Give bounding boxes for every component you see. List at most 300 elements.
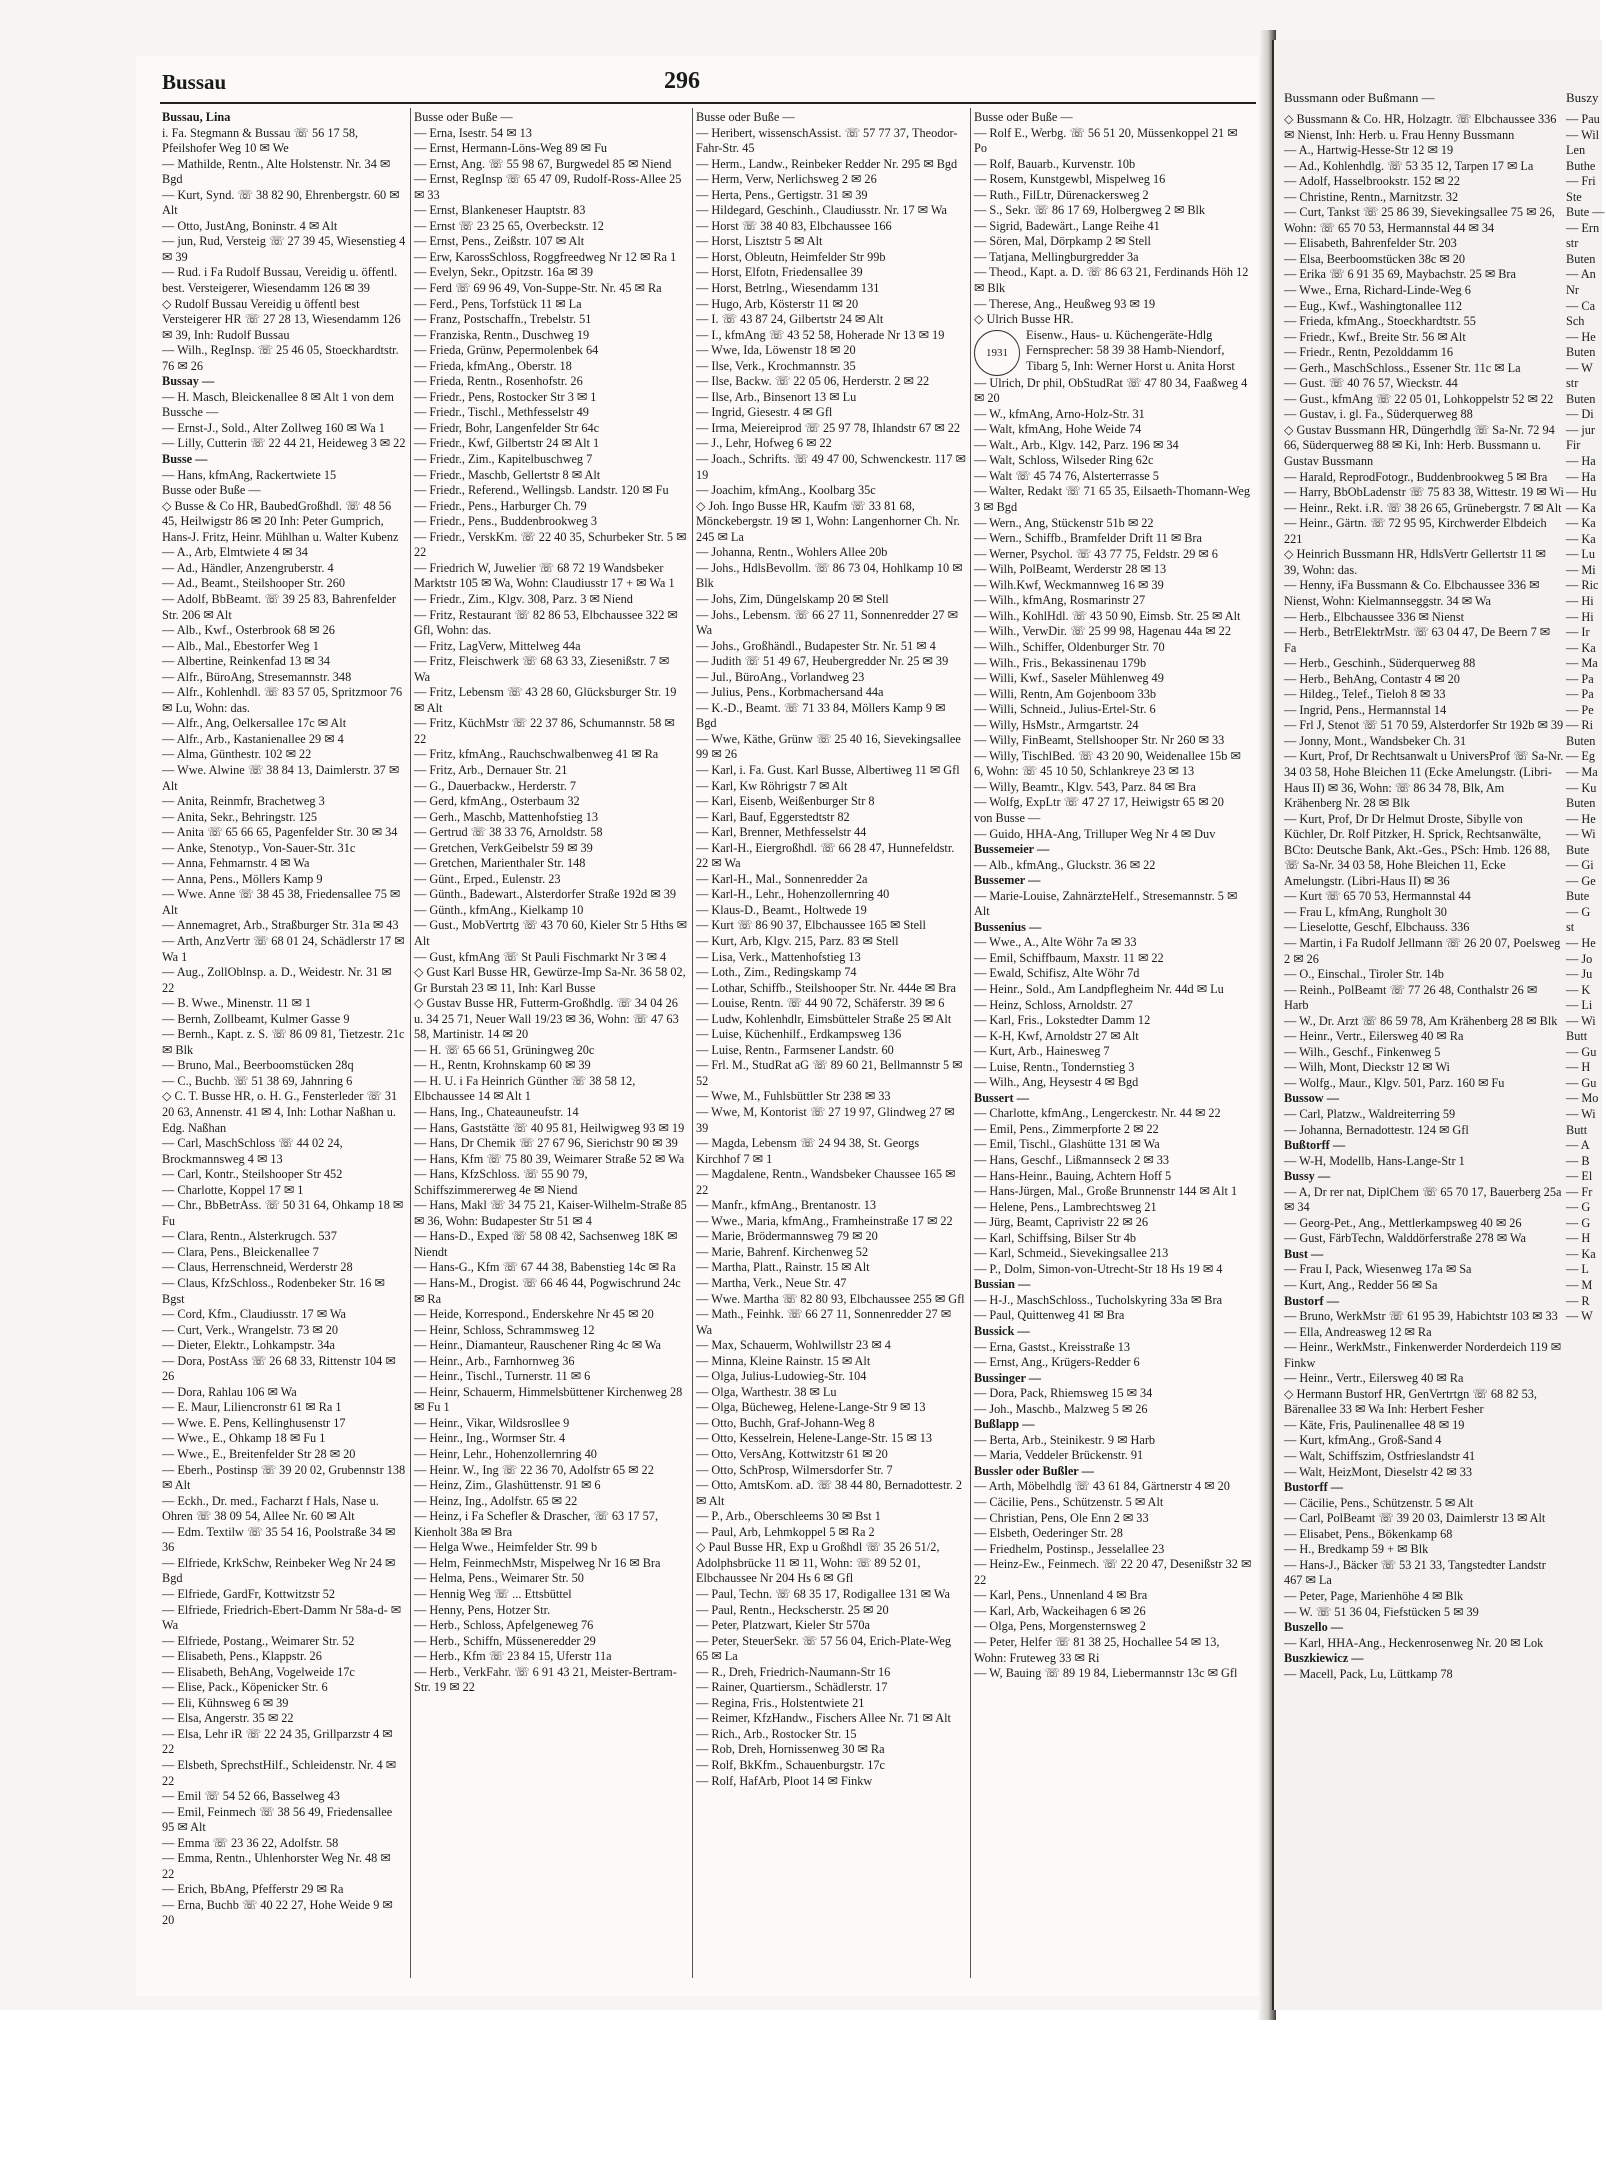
directory-entry: — Hans-G., Kfm ☏ 67 44 38, Babenstieg 14c ✉ Ra: [414, 1260, 676, 1275]
directory-entry: — Elisabeth, Pens., Klappstr. 26: [162, 1649, 322, 1664]
directory-entry: — Paul, Rentn., Heckscherstr. 25 ✉ 20: [696, 1602, 889, 1617]
directory-entry: — Heinr., Arb., Farnhornweg 36: [414, 1353, 575, 1368]
directory-entry: — Mo: [1566, 1091, 1599, 1106]
directory-entry: — Therese, Ang., Heußweg 93 ✉ 19: [974, 296, 1156, 311]
column-divider: [970, 108, 971, 1978]
directory-entry: — Hans-Jürgen, Mal., Große Brunnenstr 144 ✉ Alt 1: [974, 1184, 1238, 1199]
directory-entry: — R: [1566, 1293, 1590, 1308]
directory-entry: — Loth., Zim., Redingskamp 74: [696, 965, 857, 980]
directory-entry: — Wwe. Anne ☏ 38 45 38, Friedensallee 75 ✉ Alt: [162, 887, 401, 917]
directory-entry: — Anna, Fehmarnstr. 4 ✉ Wa: [162, 856, 310, 871]
directory-entry: — Friedr., Pens., Harburger Ch. 79: [414, 498, 587, 513]
directory-entry: — Pe: [1566, 702, 1594, 717]
directory-entry: — Tatjana, Mellingburgredder 3a: [974, 249, 1139, 264]
directory-entry: — Heide, Korrespond., Enderskehre Nr 45 ✉ 20: [414, 1307, 654, 1322]
directory-entry: — P., Dolm, Simon-von-Utrecht-Str 18 Hs 19 ✉ 4: [974, 1261, 1223, 1276]
directory-entry: — Ma: [1566, 764, 1598, 779]
directory-entry: Buthe: [1566, 158, 1596, 173]
directory-entry: — Chr., BbBetrAss. ☏ 50 31 64, Ohkamp 18 ✉ Fu: [162, 1198, 404, 1228]
directory-entry: — Hi: [1566, 609, 1594, 624]
directory-entry: Buten: [1566, 796, 1596, 811]
directory-entry: — Erna, Isestr. 54 ✉ 13: [414, 125, 532, 140]
directory-entry: — Herb., BehAng, Contastr 4 ✉ 20: [1284, 671, 1460, 686]
directory-entry: — Wilh., KohlHdl. ☏ 43 50 90, Eimsb. Str. 25 ✉ Alt: [974, 608, 1241, 623]
directory-entry: — Minna, Kleine Rainstr. 15 ✉ Alt: [696, 1353, 871, 1368]
directory-entry: — Hi: [1566, 593, 1594, 608]
directory-entry: — Anita, Sekr., Behringstr. 125: [162, 809, 318, 824]
directory-entry: — Carl, Platzw., Waldreiterring 59: [1284, 1107, 1456, 1121]
directory-entry: — Clara, Pens., Bleickenallee 7: [162, 1244, 319, 1259]
right-page-header: Bussmann oder Bußmann —: [1284, 90, 1435, 105]
directory-entry: — Günth., Badewart., Alsterdorfer Straße 192d ✉ 39: [414, 887, 676, 902]
column-divider: [410, 108, 411, 1978]
directory-entry: — Fritz, Restaurant ☏ 82 86 53, Elbchaussee 322 ✉ Gfl, Wohn: das.: [414, 607, 678, 638]
directory-entry: — Magda, Lebensm ☏ 24 94 38, St. Georgs Kirchhof 7 ✉ 1: [696, 1136, 920, 1166]
directory-entry: — Friedrich W, Juwelier ☏ 68 72 19 Wandsbeker Marktstr 105 ✉ Wa, Wohn: Claudiusstr 17 + ✉ Wa 1: [414, 560, 675, 591]
directory-entry: ◇ Gustav Bussmann HR, Düngerhdlg ☏ Sa-Nr. 72 94 66, Süderquerweg 88 ✉ Ki, Inh: Herb. Bussmann u. Gustav Bussmann: [1284, 422, 1555, 469]
directory-entry: — Karl, Fris., Lokstedter Damm 12: [974, 1013, 1151, 1028]
directory-entry: — Adolf, BbBeamt. ☏ 39 25 83, Bahrenfelder Str. 206 ✉ Alt: [162, 591, 396, 622]
directory-entry: von Busse —: [974, 810, 1041, 825]
directory-entry: — Franz, Postschaffn., Trebelstr. 51: [414, 312, 592, 327]
directory-entry: — Rosem, Kunstgewbl, Mispelweg 16: [974, 172, 1166, 187]
directory-entry: — Fritz, KüchMstr ☏ 22 37 86, Schumannstr. 58 ✉ 22: [414, 716, 675, 746]
directory-entry: — Otto, Kesselrein, Helene-Lange-Str. 15 ✉ 13: [696, 1431, 933, 1446]
directory-entry: — Friedr., Kwf, Gilbertstr 24 ✉ Alt 1: [414, 436, 600, 451]
directory-entry: — Eberh., Postinsp ☏ 39 20 02, Grubennstr 138 ✉ Alt: [162, 1462, 406, 1493]
directory-entry: — Frieda, kfmAng., Stoeckhardtstr. 55: [1284, 314, 1476, 329]
directory-entry: — Alfr., Kohlenhdl. ☏ 83 57 05, Spritzmoor 76 ✉ Lu, Wohn: das.: [162, 685, 403, 715]
directory-entry: — Bernh, Zollbeamt, Kulmer Gasse 9: [162, 1011, 350, 1026]
directory-entry: — Elfriede, Postang., Weimarer Str. 52: [162, 1633, 355, 1648]
directory-entry: — Joachim, kfmAng., Koolbarg 35c: [696, 483, 876, 498]
directory-entry: — Hans, Geschf., Lißmannseck 2 ✉ 33: [974, 1153, 1170, 1167]
directory-entry: — Magdalene, Rentn., Wandsbeker Chaussee 165 ✉ 22: [696, 1167, 956, 1197]
directory-entry: — Otto, AmtsKom. aD. ☏ 38 44 80, Bernadottestr. 2 ✉ Alt: [696, 1478, 963, 1508]
directory-entry: — Elisabeth, Bahrenfelder Str. 203: [1284, 236, 1457, 251]
directory-entry: — Walt, HeizMont, Dieselstr 42 ✉ 33: [1284, 1464, 1473, 1479]
directory-entry: — Herta, Pens., Gertigstr. 31 ✉ 39: [696, 187, 868, 202]
directory-entry: — Gerh., Maschb, Mattenhofstieg 13: [414, 809, 599, 824]
directory-entry: — Wilh., VerwDir. ☏ 25 99 98, Hagenau 44a ✉ 22: [974, 624, 1231, 639]
directory-entry: — Wolfg., Maur., Klgv. 501, Parz. 160 ✉ Fu: [1284, 1075, 1505, 1090]
directory-entry: — Pau: [1566, 112, 1600, 126]
directory-entry: — Helma, Pens., Weimarer Str. 50: [414, 1571, 584, 1586]
directory-entry: — W., kfmAng, Arno-Holz-Str. 31: [974, 406, 1145, 421]
directory-entry: — Wern., Schiffb., Bramfelder Drift 11 ✉ Bra: [974, 531, 1202, 546]
directory-entry: — Dora, PostAss ☏ 26 68 33, Rittenstr 104 ✉ 26: [162, 1353, 396, 1384]
directory-entry: — Alfr., Arb., Kastanienallee 29 ✉ 4: [162, 731, 344, 746]
directory-entry: — Cord, Kfm., Claudiusstr. 17 ✉ Wa: [162, 1307, 346, 1322]
directory-entry: — Paul, Techn. ☏ 68 35 17, Rodigallee 131 ✉ Wa: [696, 1586, 950, 1601]
directory-entry: — Hans, Makl ☏ 34 75 21, Kaiser-Wilhelm-Straße 85 ✉ 36, Wohn: Budapester Str 51 ✉ 4: [414, 1198, 687, 1228]
directory-entry: — Di: [1566, 407, 1594, 422]
surname-heading: Buszkiewicz —: [1284, 1651, 1364, 1666]
directory-entry: — Rolf, HafArb, Ploot 14 ✉ Finkw: [696, 1773, 873, 1788]
directory-entry: — R., Dreh, Friedrich-Naumann-Str 16: [696, 1664, 891, 1679]
directory-entry: — Heinr., Sold., Am Landpflegheim Nr. 44d ✉ Lu: [974, 981, 1224, 996]
directory-entry: — Kurt, Prof, Dr Dr Helmut Droste, Sibylle von Küchler, Dr. Rolf Pitzker, H. Sprick, Rechtsanwälte, BCto: Deutsche Bank, Akt.-Ges., PSch: Hmb. 126 88, ☏ Sa-Nr. 34 03 58, Hohe Bleichen 11, Ecke Amelungstr. (Libri-Haus II) ✉ 36: [1284, 811, 1551, 888]
directory-entry: — jur: [1566, 422, 1596, 437]
directory-entry: — Heinr., WerkMstr., Finkenwerder Norderdeich 119 ✉ Finkw: [1284, 1340, 1562, 1370]
directory-entry: — Ingrid, Giesestr. 4 ✉ Gfl: [696, 405, 833, 420]
directory-entry: — Friedr., Pens, Rostocker Str 3 ✉ 1: [414, 389, 597, 404]
directory-entry: — Ad., Kohlenhdlg. ☏ 53 35 12, Tarpen 17 ✉ La: [1284, 158, 1534, 173]
directory-entry: — Ernst, RegInsp ☏ 65 47 09, Rudolf-Ross-Allee 25 ✉ 33: [414, 172, 682, 202]
directory-entry: — Joach., Schrifts. ☏ 49 47 00, Schwenckestr. 117 ✉ 19: [696, 452, 966, 482]
directory-entry: — Fritz, Arb., Dernauer Str. 21: [414, 762, 568, 777]
directory-entry: ◇ Hermann Bustorf HR, GenVertrtgn ☏ 68 82 53, Bärenallee 33 ✉ Wa Inh: Herbert Fesher: [1284, 1386, 1537, 1417]
directory-entry: — Hans-J., Bäcker ☏ 53 21 33, Tangstedter Landstr 467 ✉ La: [1284, 1557, 1546, 1588]
directory-entry: — Wwe, Käthe, Grünw ☏ 25 40 16, Sievekingsallee 99 ✉ 26: [696, 731, 961, 762]
directory-entry: — Hans, Gaststätte ☏ 40 95 81, Heilwigweg 93 ✉ 19: [414, 1120, 685, 1135]
surname-heading: Bust —: [1284, 1246, 1324, 1261]
surname-heading: Bussow —: [1284, 1091, 1340, 1106]
directory-entry: — Wolfg, ExpLtr ☏ 47 27 17, Heiwigstr 65 ✉ 20: [974, 795, 1224, 810]
directory-entry: — Heinr., Tischl., Turnerstr. 11 ✉ 6: [414, 1369, 591, 1384]
directory-entry: — Heinz-Ew., Feinmech. ☏ 22 20 47, Desenißstr 32 ✉ 22: [974, 1557, 1252, 1587]
directory-entry: — Wwe. Martha ☏ 82 80 93, Elbchaussee 255 ✉ Gfl: [696, 1291, 965, 1306]
directory-entry: — Ma: [1566, 656, 1598, 671]
directory-entry: — H. ☏ 65 66 51, Grüningweg 20c: [414, 1042, 595, 1057]
directory-entry: — Arth, AnzVertr ☏ 68 01 24, Schädlerstr 17 ✉ Wa 1: [162, 933, 405, 964]
directory-entry: — Alb., Mal., Ebestorfer Weg 1: [162, 638, 319, 653]
directory-entry: — Hans, kfmAng, Rackertwiete 15: [162, 467, 337, 482]
directory-entry: — Wi: [1566, 1013, 1596, 1028]
directory-entry: — Otto, SchProsp, Wilmersdorfer Str. 7: [696, 1462, 893, 1477]
header-rule: [160, 102, 1256, 104]
directory-entry: — Hans, Dr Chemik ☏ 27 67 96, Sierichstr 90 ✉ 39: [414, 1136, 678, 1151]
directory-entry: — H., Bredkamp 59 + ✉ Blk: [1284, 1542, 1429, 1557]
directory-entry: Butt: [1566, 1122, 1588, 1137]
directory-entry: — Li: [1566, 998, 1593, 1013]
surname-heading: Bussemer —: [974, 873, 1041, 888]
directory-entry: — Heinr, Schloss, Schrammsweg 12: [414, 1322, 595, 1337]
directory-entry: — Ju: [1566, 967, 1593, 982]
directory-entry: — K-H, Kwf, Arnoldstr 27 ✉ Alt: [974, 1028, 1139, 1043]
directory-entry: — W-H, Modellb, Hans-Lange-Str 1: [1284, 1153, 1465, 1168]
directory-entry: — Karl, Bauf, Eggerstedtstr 82: [696, 809, 850, 824]
directory-entry: — K: [1566, 982, 1591, 997]
directory-entry: — Rolf, BkKfm., Schauenburgstr. 17c: [696, 1757, 885, 1772]
surname-heading: Bußlapp —: [974, 1417, 1035, 1432]
directory-entry: — Käte, Fris, Paulinenallee 48 ✉ 19: [1284, 1417, 1465, 1432]
directory-entry: — Elise, Pack., Köpenicker Str. 6: [162, 1680, 328, 1695]
directory-entry: — H., Rentn, Krohnskamp 60 ✉ 39: [414, 1058, 591, 1073]
directory-entry: — Alb., Kwf., Osterbrook 68 ✉ 26: [162, 623, 335, 638]
directory-entry: — Ilse, Verk., Krochmannstr. 35: [696, 358, 856, 373]
directory-entry: — Friedr., Zim., Kapitelbuschweg 7: [414, 452, 593, 467]
directory-entry: — Elsa, Beerboomstücken 38c ✉ 20: [1284, 251, 1466, 266]
directory-entry: — Helm, FeinmechMstr, Mispelweg Nr 16 ✉ Bra: [414, 1555, 661, 1570]
directory-entry: ◇ Busse & Co HR, BaubedGroßhdl. ☏ 48 56 45, Heilwigstr 86 ✉ 20 Inh: Peter Gumprich, Hans-J. Fritz, Heinr. Mühlhan u. Walter Kubenz: [162, 498, 399, 544]
directory-entry: — Karl, Brenner, Methfesselstr 44: [696, 825, 867, 840]
directory-entry: — Otto, VersAng, Kottwitzstr 61 ✉ 20: [696, 1447, 888, 1462]
directory-entry: — Peter, Platzwart, Kieler Str 570a: [696, 1618, 871, 1633]
directory-entry: — Ric: [1566, 578, 1599, 593]
directory-entry: — Henny, iFa Bussmann & Co. Elbchaussee 336 ✉ Nienst, Wohn: Kielmannseggstr. 34 ✉ Wa: [1284, 578, 1540, 608]
directory-entry: — Wilh., Fris., Bekassinenau 179b: [974, 655, 1147, 670]
directory-entry: — jun, Rud, Versteig ☏ 27 39 45, Wiesenstieg 4 ✉ 39: [162, 234, 406, 264]
directory-entry: — Bruno, Mal., Beerboomstücken 28q: [162, 1058, 354, 1073]
surname-heading: Bussian —: [974, 1277, 1031, 1292]
directory-entry: — Ewald, Schifisz, Alte Wöhr 7d: [974, 966, 1140, 981]
directory-entry: — J., Lehr, Hofweg 6 ✉ 22: [696, 436, 832, 451]
directory-entry: — Heribert, wissenschAssist. ☏ 57 77 37, Theodor-Fahr-Str. 45: [696, 125, 958, 156]
directory-entry: — Ernst, Ang., Krügers-Redder 6: [974, 1355, 1140, 1370]
directory-entry: — Emil, Tischl., Glashütte 131 ✉ Wa: [974, 1137, 1160, 1152]
surname-heading: Bustorf —: [1284, 1293, 1339, 1308]
directory-entry: — Lu: [1566, 547, 1596, 562]
directory-entry: — Friedr, Bohr, Langenfelder Str 64c: [414, 420, 600, 435]
directory-entry: — Gust., kfmAng ☏ 22 05 01, Lohkoppelstr 52 ✉ 22: [1284, 391, 1554, 406]
directory-entry: — Luise, Rentn., Tondernstieg 3: [974, 1059, 1135, 1074]
directory-entry: — Wwe., E., Breitenfelder Str 28 ✉ 20: [162, 1447, 356, 1462]
directory-entry: — Guido, HHA-Ang, Trilluper Weg Nr 4 ✉ Duv: [974, 826, 1216, 841]
directory-entry: — Peter, Page, Marienhöhe 4 ✉ Blk: [1284, 1588, 1464, 1603]
directory-entry: — I. ☏ 43 87 24, Gilbertstr 24 ✉ Alt: [696, 312, 884, 327]
directory-entry: — Emma, Rentn., Uhlenhorster Weg Nr. 48 ✉ 22: [162, 1851, 391, 1881]
directory-entry: — Herb., Kfm ☏ 23 84 15, Uferstr 11a: [414, 1649, 612, 1664]
directory-entry: — Hennig Weg ☏ ... Ettsbüttel: [414, 1586, 572, 1601]
directory-entry: — Helene, Pens., Lambrechtsweg 21: [974, 1199, 1157, 1214]
directory-entry: — Heinr., Vikar, Wildsrosllee 9: [414, 1415, 570, 1430]
directory-entry: — Edm. Textilw ☏ 35 54 16, Poolstraße 34 ✉ 36: [162, 1524, 396, 1555]
directory-entry: — Ka: [1566, 1246, 1596, 1261]
directory-entry: — Emil, Pens., Zimmerpforte 2 ✉ 22: [974, 1121, 1159, 1136]
directory-entry: — Friedr., Maschb, Gellertstr 8 ✉ Alt: [414, 467, 601, 482]
directory-entry: — Otto, JustAng, Boninstr. 4 ✉ Alt: [162, 218, 338, 233]
directory-entry: — Ern: [1566, 220, 1600, 235]
directory-entry: — Johanna, Rentn., Wohlers Allee 20b: [696, 545, 888, 560]
directory-entry: — Karl, Pens., Unnenland 4 ✉ Bra: [974, 1588, 1148, 1603]
directory-entry: — Hans, Kfm ☏ 75 80 39, Weimarer Straße 52 ✉ Wa: [414, 1151, 685, 1166]
directory-entry: — Ad., Händler, Anzengruberstr. 4: [162, 560, 334, 575]
directory-entry: — He: [1566, 935, 1596, 950]
directory-entry: — Jonny, Mont., Wandsbeker Ch. 31: [1284, 733, 1467, 748]
directory-entry: — A: [1566, 1138, 1590, 1153]
directory-entry: — Elfriede, KrkSchw, Reinbeker Weg Nr 24 ✉ Bgd: [162, 1555, 396, 1586]
directory-entry: — Charlotte, Koppel 17 ✉ 1: [162, 1182, 304, 1197]
directory-entry: — Ferd., Pens, Torfstück 11 ✉ La: [414, 296, 582, 311]
directory-entry: — Ad., Beamt., Steilshooper Str. 260: [162, 576, 346, 591]
directory-entry: — Anna, Pens., Möllers Kamp 9: [162, 871, 323, 886]
directory-entry: — Julius, Pens., Korbmachersand 44a: [696, 685, 884, 700]
directory-entry: — Wilh., Schiffer, Oldenburger Str. 70: [974, 639, 1165, 654]
directory-entry: — Erw, KarossSchloss, Roggfreedweg Nr 12 ✉ Ra 1: [414, 249, 677, 264]
directory-entry: — Karl, i. Fa. Gust. Karl Busse, Albertiweg 11 ✉ Gfl: [696, 762, 960, 777]
directory-entry: — Curt, Verk., Wrangelstr. 73 ✉ 20: [162, 1322, 339, 1337]
right-page-header-2: Buszy: [1566, 90, 1599, 105]
directory-entry: — H. Masch, Bleickenallee 8 ✉ Alt 1 von dem Bussche —: [162, 389, 394, 420]
directory-entry: — Olga, Pens, Morgensternsweg 2: [974, 1619, 1146, 1634]
directory-entry: — Emil ☏ 54 52 66, Basselweg 43: [162, 1789, 340, 1804]
directory-entry: — Wern., Ang, Stückenstr 51b ✉ 22: [974, 515, 1154, 530]
directory-entry: — Kurt, Arb., Hainesweg 7: [974, 1044, 1110, 1059]
directory-entry: — Ca: [1566, 298, 1596, 313]
directory-entry: — Hans, Ing., Chateauneufstr. 14: [414, 1105, 579, 1119]
directory-entry: — Wi: [1566, 827, 1596, 842]
surname-heading: Bußtorff —: [1284, 1138, 1346, 1153]
directory-entry: — Claus, KfzSchloss., Rodenbeker Str. 16 ✉ Bgst: [162, 1276, 385, 1306]
directory-entry: — Günt., Erped., Eulenstr. 23: [414, 871, 561, 886]
directory-entry: — Maria, Veddeler Brückenstr. 91: [974, 1448, 1144, 1463]
directory-entry: — Wwe. E. Pens, Kellinghusenstr 17: [162, 1415, 346, 1430]
directory-entry: — Joh., Maschb., Malzweg 5 ✉ 26: [974, 1401, 1148, 1416]
directory-entry: — Herb., Geschinh., Süderquerweg 88: [1284, 656, 1476, 671]
directory-entry: ◇ C. T. Busse HR, o. H. G., Fensterleder ☏ 31 20 63, Annenstr. 41 ✉ 4, Inh: Lothar Naßhan u. Edg. Naßhan: [162, 1089, 398, 1135]
directory-entry: — E. Maur, Liliencronstr 61 ✉ Ra 1: [162, 1400, 342, 1415]
directory-entry: — Ku: [1566, 780, 1597, 795]
directory-entry: — Kurt, Synd. ☏ 38 82 90, Ehrenbergstr. 60 ✉ Alt: [162, 187, 400, 218]
directory-entry: — Walt ☏ 45 74 76, Alsterterrasse 5: [974, 468, 1159, 483]
directory-entry: — Anita ☏ 65 66 65, Pagenfelder Str. 30 ✉ 34: [162, 825, 398, 840]
directory-entry: Busse oder Buße —: [696, 110, 795, 124]
directory-entry: — Günth., kfmAng., Kielkamp 10: [414, 902, 584, 917]
directory-entry: — Pa: [1566, 671, 1594, 686]
directory-entry: — W: [1566, 360, 1593, 375]
directory-entry: — Paul, Arb, Lehmkoppel 5 ✉ Ra 2: [696, 1524, 875, 1539]
directory-entry: — Ernst, Pens., Zeißstr. 107 ✉ Alt: [414, 234, 585, 249]
directory-entry: — Ernst, Ang. ☏ 55 98 67, Burgwedel 85 ✉ Niend: [414, 156, 672, 171]
directory-entry: — Frl. M., StudRat aG ☏ 89 60 21, Bellmannstr 5 ✉ 52: [696, 1058, 963, 1088]
directory-entry: — G: [1566, 1215, 1591, 1230]
directory-entry: — W. ☏ 51 36 04, Fiefstücken 5 ✉ 39: [1284, 1604, 1479, 1619]
directory-entry: — Kurt, Arb, Klgv. 215, Parz. 83 ✉ Stell: [696, 933, 899, 948]
directory-entry: Nr: [1566, 283, 1579, 298]
directory-entry: Busse oder Buße —: [414, 110, 513, 124]
directory-entry: — K.-D., Beamt. ☏ 71 33 84, Möllers Kamp 9 ✉ Bgd: [696, 700, 946, 731]
directory-entry: — Kurt ☏ 86 90 37, Elbchaussee 165 ✉ Stell: [696, 918, 926, 933]
directory-entry: — Martha, Platt., Rainstr. 15 ✉ Alt: [696, 1260, 870, 1275]
directory-entry: — Carl, PolBeamt ☏ 39 20 03, Daimlerstr 13 ✉ Alt: [1284, 1511, 1546, 1526]
directory-entry: — Helga Wwe., Heimfelder Str. 99 b: [414, 1540, 598, 1555]
directory-entry: — Werner, Psychol. ☏ 43 77 75, Feldstr. 29 ✉ 6: [974, 546, 1218, 561]
directory-entry: — Max, Schauerm, Wohlwillstr 23 ✉ 4: [696, 1338, 891, 1353]
directory-entry: — Willy, TischlBed. ☏ 43 20 90, Weidenallee 15b ✉ 6, Wohn: ☏ 45 10 50, Schlankreye 23 ✉ 13: [974, 748, 1241, 779]
directory-entry: — Friedr., Kwf., Breite Str. 56 ✉ Alt: [1284, 329, 1466, 344]
directory-entry: — Frl J, Stenot ☏ 51 70 59, Alsterdorfer Str 192b ✉ 39: [1284, 718, 1564, 733]
directory-entry: — Kurt, Prof, Dr Rechtsanwalt u UniversProf ☏ Sa-Nr. 34 03 58, Hohe Bleichen 11 (Ecke Amelungstr. (Libri-Haus II) ✉ 36, Wohn: ☏ 86 34 78, Blk, Am Krähenberg Nr. 28 ✉ Blk: [1284, 749, 1564, 811]
directory-entry: — Evelyn, Sekr., Opitzstr. 16a ✉ 39: [414, 265, 594, 280]
directory-entry: — Heinr., Rekt. i.R. ☏ 38 26 65, Grünebergstr. 7 ✉ Alt: [1284, 500, 1562, 515]
directory-column-4: [974, 110, 1252, 1980]
directory-entry: — B: [1566, 1153, 1590, 1168]
directory-entry: Buten: [1566, 391, 1596, 406]
directory-entry: — Mi: [1566, 562, 1596, 577]
directory-entry: — Rich., Arb., Rostocker Str. 15: [696, 1726, 857, 1741]
directory-entry: — Gerh., MaschSchloss., Essener Str. 11c ✉ La: [1284, 360, 1521, 375]
directory-entry: — Karl, Eisenb, Weißenburger Str 8: [696, 794, 875, 809]
directory-entry: — Hildegard, Geschinh., Claudiusstr. Nr. 17 ✉ Wa: [696, 203, 947, 218]
directory-entry: — Horst, Elfotn, Friedensallee 39: [696, 265, 863, 280]
directory-entry: — Sigrid, Badewärt., Lange Reihe 41: [974, 218, 1160, 233]
directory-entry: — Heinr. W., Ing ☏ 22 36 70, Adolfstr 65 ✉ 22: [414, 1462, 654, 1477]
directory-entry: — Reimer, KfzHandw., Fischers Allee Nr. 71 ✉ Alt: [696, 1711, 951, 1726]
directory-entry: ◇ Gustav Busse HR, Futterm-Großhdlg. ☏ 34 04 26 u. 34 25 71, Neuer Wall 19/23 ✉ 36, Wohn: ☏ 47 63 58, Martinistr. 14 ✉ 20: [414, 996, 679, 1042]
directory-entry: — Anke, Stenotyp., Von-Sauer-Str. 31c: [162, 840, 356, 855]
directory-entry: — Dieter, Elektr., Lohkampstr. 34a: [162, 1338, 335, 1353]
directory-entry: — Clara, Rentn., Alsterkrugch. 537: [162, 1229, 337, 1244]
directory-entry: — Christian, Pens, Ole Enn 2 ✉ 33: [974, 1510, 1149, 1525]
directory-entry: — Friedr., VerskKm. ☏ 22 40 35, Schurbeker Str. 5 ✉ 22: [414, 529, 687, 560]
directory-entry: — Luise, Küchenhilf., Erdkampsweg 136: [696, 1027, 902, 1042]
directory-entry: — Rolf, Bauarb., Kurvenstr. 10b: [974, 156, 1136, 171]
directory-entry: — Karl, Kw Röhrigstr 7 ✉ Alt: [696, 778, 848, 793]
right-page-column-1: [1284, 112, 1564, 1982]
directory-entry: — Aug., ZollOblnsp. a. D., Weidestr. Nr. 31 ✉ 22: [162, 965, 392, 995]
directory-entry: — Mathilde, Rentn., Alte Holstenstr. Nr. 34 ✉ Bgd: [162, 156, 391, 187]
directory-entry: — Karl-H., Lehr., Hohenzollernring 40: [696, 887, 890, 902]
directory-entry: — Horst ☏ 38 40 83, Elbchaussee 166: [696, 218, 892, 233]
directory-entry: — Horst, Obleutn, Heimfelder Str 99b: [696, 249, 886, 264]
directory-entry: Busse oder Buße —: [974, 110, 1073, 124]
directory-entry: str: [1566, 236, 1579, 251]
directory-entry: — O., Einschal., Tiroler Str. 14b: [1284, 967, 1444, 982]
directory-entry: — Ri: [1566, 718, 1593, 733]
directory-entry: — Heinz, Zim., Glashüttenstr. 91 ✉ 6: [414, 1478, 601, 1493]
directory-entry: — Dora, Pack, Rhiemsweg 15 ✉ 34: [974, 1386, 1153, 1401]
directory-entry: Fir: [1566, 438, 1581, 453]
directory-entry: — Luise, Rentn., Farmsener Landstr. 60: [696, 1042, 894, 1057]
directory-entry: — Gu: [1566, 1075, 1597, 1090]
directory-entry: — Ernst, Blankeneser Hauptstr. 83: [414, 203, 586, 218]
directory-entry: — Hans-Heinr., Bauing, Achtern Hoff 5: [974, 1168, 1172, 1183]
directory-entry: — Harry, BbObLadenstr ☏ 75 83 38, Wittestr. 19 ✉ Wi: [1284, 485, 1564, 500]
directory-entry: — W, Bauing ☏ 89 19 84, Liebermannstr 13c ✉ Gfl: [974, 1666, 1238, 1681]
directory-entry: — Harald, ReprodFotogr., Buddenbrookweg 5 ✉ Bra: [1284, 469, 1548, 484]
directory-entry: Butt: [1566, 1029, 1588, 1044]
directory-entry: — Ella, Andreasweg 12 ✉ Ra: [1284, 1324, 1432, 1339]
directory-entry: — Cäcilie, Pens., Schützenstr. 5 ✉ Alt: [974, 1495, 1164, 1510]
directory-entry: — Horst, Betrlng., Wiesendamm 131: [696, 281, 880, 296]
directory-entry: — Fritz, LagVerw, Mittelweg 44a: [414, 638, 581, 653]
directory-entry: — Herm., Landw., Reinbeker Redder Nr. 295 ✉ Bgd: [696, 156, 958, 171]
directory-entry: — Wwe, M., Fuhlsbüttler Str 238 ✉ 33: [696, 1089, 891, 1104]
directory-entry: — Theod., Kapt. a. D. ☏ 86 63 21, Ferdinands Höh 12 ✉ Blk: [974, 265, 1249, 296]
directory-entry: — Annemagret, Arb., Straßburger Str. 31a ✉ 43: [162, 918, 399, 933]
directory-entry: — Herb., VerkFahr. ☏ 6 91 43 21, Meister-Bertram-Str. 19 ✉ 22: [414, 1664, 677, 1695]
directory-entry: ◇ Rudolf Bussau Vereidig u öffentl best Versteigerer HR ☏ 27 28 13, Wiesendamm 126 ✉ 39, Inh: Rudolf Bussau: [162, 296, 401, 342]
directory-entry: — Frau L, kfmAng, Rungholt 30: [1284, 904, 1447, 919]
directory-entry: — Regina, Fris., Holstentwiete 21: [696, 1695, 865, 1710]
directory-entry: — Friedr., Referend., Wellingsb. Landstr. 120 ✉ Fu: [414, 483, 669, 498]
directory-entry: — Peter, Helfer ☏ 81 38 25, Hochallee 54 ✉ 13, Wohn: Fruteweg 33 ✉ Ri: [974, 1634, 1220, 1665]
directory-entry: — Elisabeth, BehAng, Vogelweide 17c: [162, 1664, 355, 1679]
directory-entry: — Herb., Schiffn, Müsseneredder 29: [414, 1633, 596, 1648]
directory-entry: Buten: [1566, 251, 1596, 266]
directory-entry: — Gust, kfmAng ☏ St Pauli Fischmarkt Nr 3 ✉ 4: [414, 949, 667, 964]
directory-entry: — Friedhelm, Postinsp., Jesselallee 23: [974, 1541, 1165, 1556]
directory-entry: — He: [1566, 329, 1596, 344]
directory-entry: — Gust., MobVertrtg ☏ 43 70 60, Kieler Str 5 Hths ✉ Alt: [414, 918, 687, 948]
directory-entry: — Alb., kfmAng., Gluckstr. 36 ✉ 22: [974, 857, 1156, 872]
directory-entry: — Carl, MaschSchloss ☏ 44 02 24, Brockmannsweg 4 ✉ 13: [162, 1136, 343, 1166]
directory-entry: — Henny, Pens, Hotzer Str.: [414, 1602, 551, 1617]
directory-entry: — Ludw, Kohlenhdlr, Eimsbütteler Straße 25 ✉ Alt: [696, 1011, 952, 1026]
directory-entry: — B. Wwe., Minenstr. 11 ✉ 1: [162, 996, 311, 1011]
directory-entry: — Heinr, Schauerm, Himmelsbüttener Kirchenweg 28 ✉ Fu 1: [414, 1384, 683, 1415]
directory-entry: — Erna, Buchb ☏ 40 22 27, Hohe Weide 9 ✉ 20: [162, 1897, 393, 1928]
directory-entry: — Herb., BetrElektrMstr. ☏ 63 04 47, De Beern 7 ✉ Fa: [1284, 625, 1551, 655]
directory-entry: — Erich, BbAng, Pfefferstr 29 ✉ Ra: [162, 1882, 344, 1897]
directory-entry: — Heinr., Diamanteur, Rauschener Ring 4c ✉ Wa: [414, 1338, 661, 1353]
directory-entry: — Walt, kfmAng, Hohe Weide 74: [974, 422, 1142, 437]
right-page-column-2: [1566, 112, 1606, 1982]
directory-column-2: [414, 110, 688, 1980]
surname-heading: Busse —: [162, 452, 208, 467]
directory-entry: Bute: [1566, 842, 1590, 857]
